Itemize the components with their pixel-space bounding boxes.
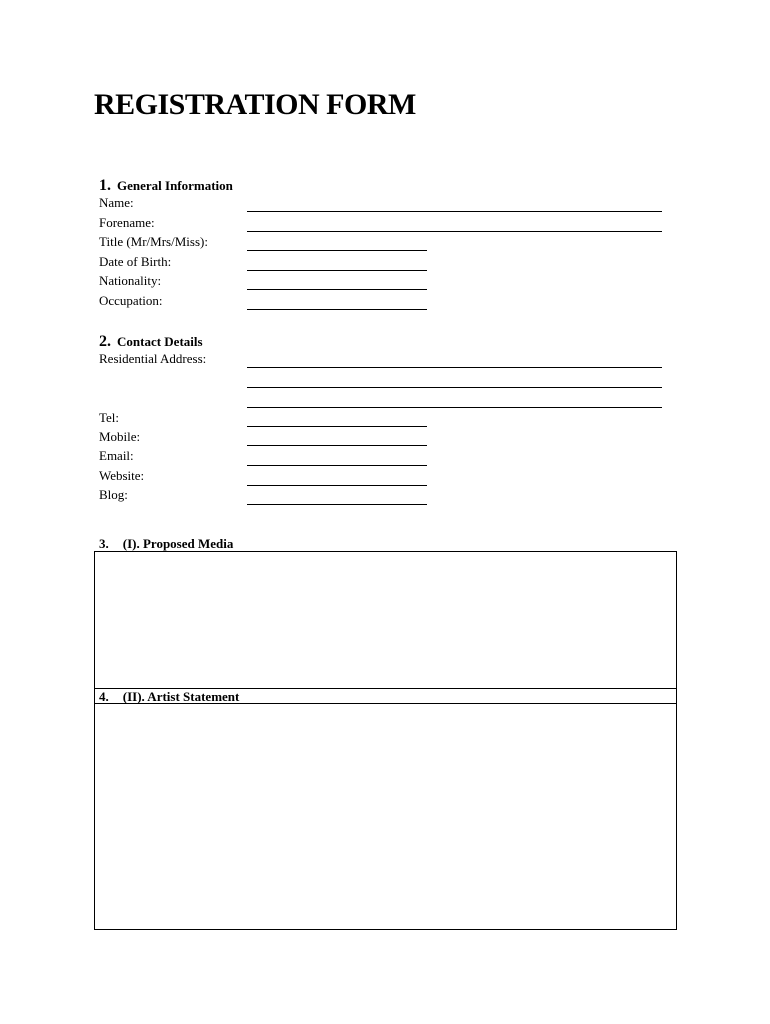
occupation-field[interactable]: [247, 309, 427, 310]
page-title: REGISTRATION FORM: [94, 88, 416, 121]
tel-field[interactable]: [247, 426, 427, 427]
nationality-label: Nationality:: [99, 273, 162, 288]
email-field[interactable]: [247, 465, 427, 466]
name-label: Name:: [99, 195, 134, 210]
section-number: 4.: [99, 689, 109, 704]
section-artist-statement-heading: [99, 689, 239, 705]
nationality-field[interactable]: [247, 289, 427, 290]
residential-address-label: Residential Address:: [99, 351, 207, 366]
proposed-media-textarea[interactable]: [95, 552, 676, 687]
mobile-label: Mobile:: [99, 429, 141, 444]
title-field[interactable]: [247, 250, 427, 251]
section-heading: General Information: [117, 178, 233, 193]
section-heading: (I). Proposed Media: [122, 536, 234, 551]
website-field[interactable]: [247, 485, 427, 486]
blog-field[interactable]: [247, 504, 427, 505]
email-label: Email:: [99, 448, 134, 463]
title-label: Title (Mr/Mrs/Miss):: [99, 234, 208, 249]
section-general-information-heading: [99, 177, 233, 195]
name-field[interactable]: [247, 211, 662, 212]
website-label: Website:: [99, 468, 145, 483]
date-of-birth-field[interactable]: [247, 270, 427, 271]
tel-label: Tel:: [99, 410, 120, 425]
occupation-label: Occupation:: [99, 293, 163, 308]
address-line-3-field[interactable]: [247, 407, 662, 408]
forename-field[interactable]: [247, 231, 662, 232]
section-number: 1.: [99, 177, 111, 194]
section-proposed-media-heading: [99, 536, 233, 552]
section-heading: (II). Artist Statement: [122, 689, 240, 704]
mobile-field[interactable]: [247, 445, 427, 446]
section-number: 3.: [99, 536, 109, 551]
forename-label: Forename:: [99, 215, 155, 230]
artist-statement-textarea[interactable]: [95, 705, 676, 929]
section-number: 2.: [99, 333, 111, 350]
address-line-2-field[interactable]: [247, 387, 662, 388]
blog-label: Blog:: [99, 487, 128, 502]
section-contact-details-heading: [99, 333, 203, 351]
address-line-1-field[interactable]: [247, 367, 662, 368]
date-of-birth-label: Date of Birth:: [99, 254, 172, 269]
section-heading: Contact Details: [117, 334, 203, 349]
